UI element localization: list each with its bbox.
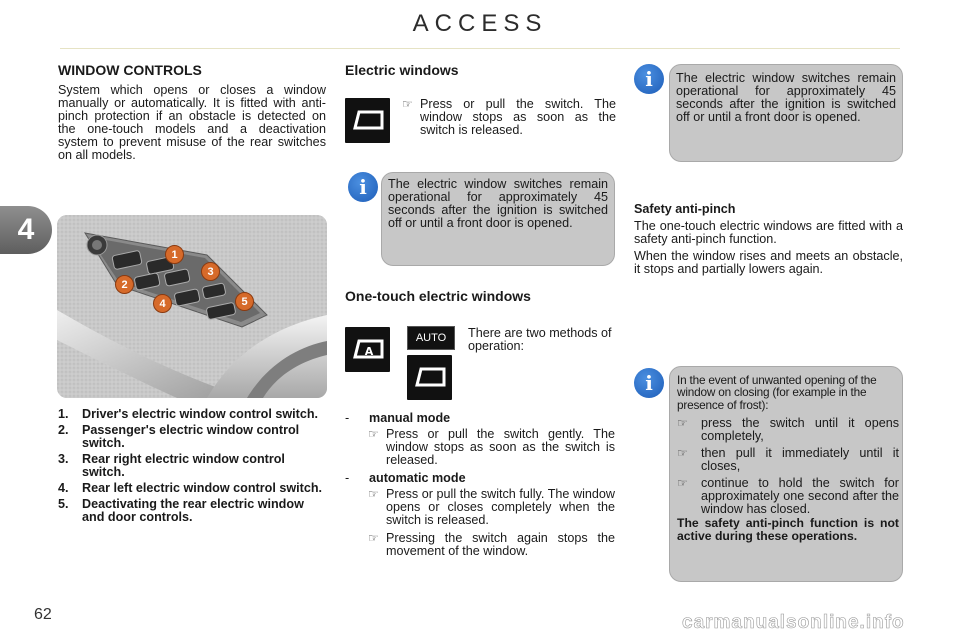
window-controls-intro: System which opens or closes a window manually or automatically. It is fitted with anti-pinch protection if an obstacle is detected on the one-touch models and a deactivation system to prevent misuse of the rear switches on all models. xyxy=(58,83,326,162)
door-switch-photo xyxy=(57,215,327,398)
electric-windows-heading: Electric windows xyxy=(345,62,459,78)
window-auto-switch-icon xyxy=(345,327,390,372)
frost-bullet: ☞ continue to hold the switch for approximately one second after the window has closed. xyxy=(677,476,899,516)
header-divider xyxy=(60,48,900,49)
safety-anti-pinch-body xyxy=(634,220,903,280)
safety-paragraph: The one-touch electric windows are fitted with a safety anti-pinch function. xyxy=(634,219,903,246)
methods-intro: There are two methods of operation: xyxy=(468,326,612,353)
pointing-hand-icon: ☞ xyxy=(677,476,688,490)
info-icon: i xyxy=(634,368,664,398)
anti-pinch-warning: The safety anti-pinch function is not active during these operations. xyxy=(677,516,899,543)
watermark: carmanualsonline.info xyxy=(682,612,905,633)
safety-anti-pinch-heading: Safety anti-pinch xyxy=(634,202,736,216)
legend-item: 3. Rear right electric window control switch. xyxy=(58,452,285,479)
window-switch-icon xyxy=(407,355,452,400)
manual-mode-bullet: ☞ Press or pull the switch gently. The window stops as soon as the switch is released. xyxy=(368,427,615,467)
legend-item: 5. Deactivating the rear electric window and door controls. xyxy=(58,497,304,524)
switch-legend xyxy=(58,408,328,527)
door-panel-illustration xyxy=(57,215,327,398)
frost-bullet: ☞ then pull it immediately until it closes, xyxy=(677,446,899,473)
electric-windows-info-box xyxy=(381,172,615,266)
right-info-box-top xyxy=(669,64,903,162)
info-icon: i xyxy=(348,172,378,202)
callout-4: 4 xyxy=(153,294,172,313)
pointing-hand-icon: ☞ xyxy=(677,446,688,460)
pointing-hand-icon: ☞ xyxy=(677,416,688,430)
manual-mode-label-row: - manual mode xyxy=(345,411,451,425)
electric-windows-bullet: ☞ Press or pull the switch. The window stops as soon as the switch is released. xyxy=(402,97,616,137)
legend-item: 4. Rear left electric window control switch. xyxy=(58,481,323,495)
info-icon: i xyxy=(634,64,664,94)
pointing-hand-icon: ☞ xyxy=(368,487,379,501)
info-text: The electric window switches remain operational for approximately 45 seconds after the ignition is switched off or until a front door is opened. xyxy=(388,177,608,230)
window-switch-icon xyxy=(345,98,390,143)
manual-mode-label: manual mode xyxy=(369,411,451,425)
callout-5: 5 xyxy=(235,292,254,311)
right-info-box-bottom xyxy=(669,366,903,582)
automatic-mode-bullet: ☞ Pressing the switch again stops the movement of the window. xyxy=(368,531,615,558)
safety-paragraph: When the window rises and meets an obstacle, it stops and partially lowers again. xyxy=(634,249,903,276)
one-touch-heading: One-touch electric windows xyxy=(345,288,531,304)
automatic-mode-label-row: - automatic mode xyxy=(345,471,466,485)
legend-item: 2. Passenger's electric window control switch. xyxy=(58,423,300,450)
frost-info-intro: In the event of unwanted opening of the window on closing (for example in the presence of frost): xyxy=(677,373,877,412)
window-controls-heading: WINDOW CONTROLS xyxy=(58,62,202,78)
auto-label-badge: AUTO xyxy=(407,326,455,350)
page-header-title: ACCESS xyxy=(412,10,548,37)
callout-3: 3 xyxy=(201,262,220,281)
automatic-mode-bullet: ☞ Press or pull the switch fully. The window opens or closes completely when the switch is released. xyxy=(368,487,615,527)
legend-item: 1. Driver's electric window control switch. xyxy=(58,407,319,421)
frost-bullet: ☞ press the switch until it opens completely, xyxy=(677,416,899,443)
automatic-mode-label: automatic mode xyxy=(369,471,466,485)
pointing-hand-icon: ☞ xyxy=(402,97,413,111)
svg-text:A: A xyxy=(364,345,374,358)
pointing-hand-icon: ☞ xyxy=(368,531,379,545)
info-text: The electric window switches remain operational for approximately 45 seconds after the ignition is switched off or until a front door is opened. xyxy=(676,71,896,124)
callout-2: 2 xyxy=(115,275,134,294)
callout-1: 1 xyxy=(165,245,184,264)
chapter-tab: 4 xyxy=(0,206,52,254)
page-number: 62 xyxy=(34,606,52,623)
pointing-hand-icon: ☞ xyxy=(368,427,379,441)
